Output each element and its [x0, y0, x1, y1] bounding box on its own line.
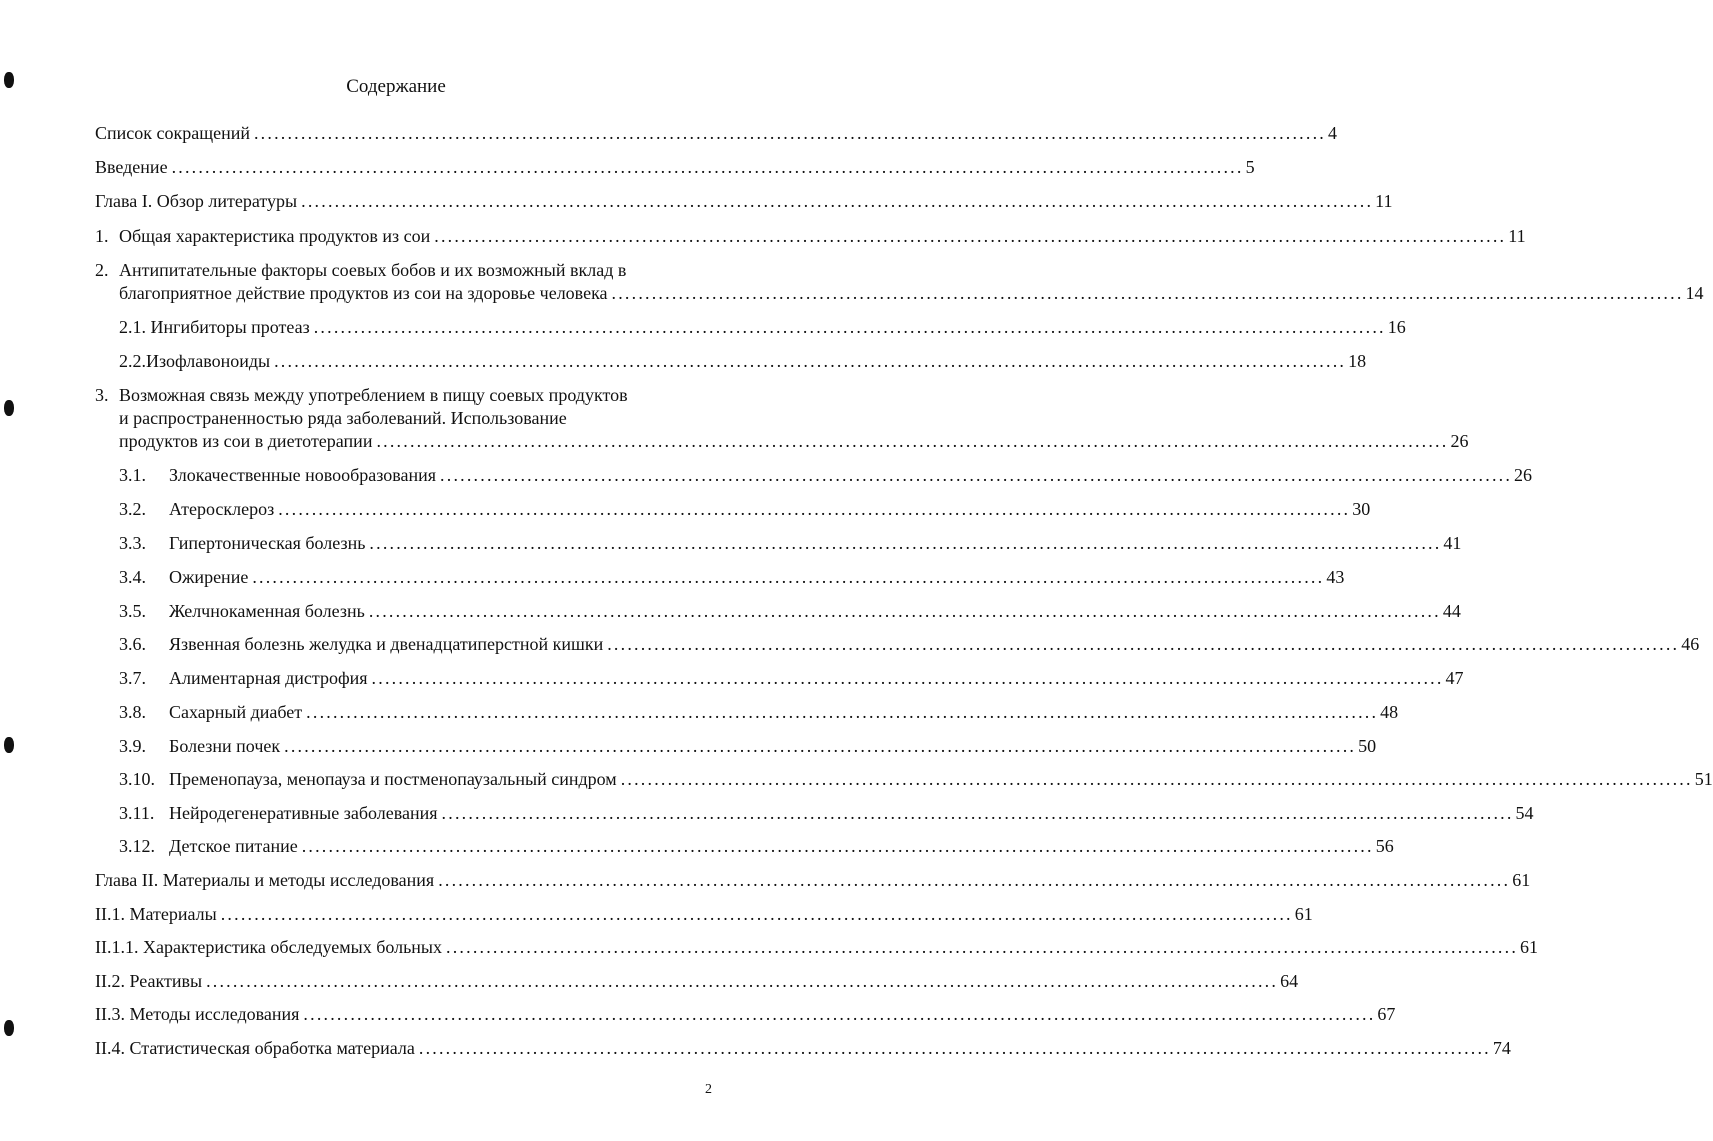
toc-leader-dots: ................................................................................................................................................................ [607, 634, 1680, 654]
toc-leader-dots: ................................................................................................................................................................ [438, 870, 1511, 890]
toc-entry-text: благоприятное действие продуктов из сои на здоровье человека [119, 283, 608, 303]
toc-entry-page: 26 [1514, 465, 1533, 485]
toc-entry-page: 30 [1352, 499, 1371, 519]
toc-leader-dots: ................................................................................................................................................................ [278, 499, 1351, 519]
toc-entry-page: 56 [1375, 836, 1394, 856]
toc-entry-page: 4 [1327, 123, 1337, 143]
toc-entry-text: Глава II. Материалы и методы исследования [95, 870, 435, 890]
toc-entry-number: 3.10. [119, 769, 155, 789]
toc-entry-page: 11 [1508, 226, 1526, 246]
toc-entry-page: 16 [1387, 317, 1406, 337]
toc-entry-text: II.4. Статистическая обработка материала [95, 1038, 415, 1058]
toc-entry [95, 969, 1299, 993]
toc-entry-number: 3.8. [119, 702, 146, 722]
toc-entry-number: 3.6. [119, 634, 146, 654]
toc-entry-page: 46 [1681, 634, 1700, 654]
toc-entry-text: II.1.1. Характеристика обследуемых больных [95, 937, 443, 957]
toc-entry-page: 18 [1348, 351, 1367, 371]
toc-entry [95, 121, 1337, 145]
toc-entry-page: 48 [1380, 702, 1399, 722]
toc-entry [119, 700, 1399, 724]
toc-entry [119, 565, 1345, 589]
toc-leader-dots: ................................................................................................................................................................ [206, 971, 1279, 991]
toc-entry [119, 315, 1406, 339]
toc-entry [119, 834, 1394, 858]
toc-entry [95, 189, 1393, 213]
toc-entry [95, 1002, 1396, 1026]
toc-entry [119, 767, 1713, 791]
page-number: 2 [705, 1082, 712, 1097]
toc-leader-dots: ................................................................................................................................................................ [446, 937, 1519, 957]
toc-entry-text: Желчнокаменная болезнь [169, 601, 365, 621]
toc-entry-text: Сахарный диабет [169, 702, 303, 722]
toc-entry-page: 41 [1443, 533, 1462, 553]
toc-entry [119, 599, 1461, 623]
toc-entry [119, 531, 1462, 555]
toc-entry-text: Список сокращений [95, 123, 250, 143]
toc-entry-page: 51 [1694, 769, 1713, 789]
toc-entry-page: 61 [1294, 904, 1313, 924]
toc-entry-text: Злокачественные новообразования [169, 465, 437, 485]
toc-entry-page: 47 [1445, 668, 1464, 688]
toc-entry [95, 902, 1313, 926]
toc-entry-number: 3.3. [119, 533, 146, 553]
toc-entry-text: Атеросклероз [169, 499, 275, 519]
toc-entry-number: 2. [95, 260, 109, 280]
toc-leader-dots: ................................................................................................................................................................ [253, 123, 1326, 143]
toc-entry [119, 281, 1704, 305]
toc-leader-dots: ................................................................................................................................................................ [306, 702, 1379, 722]
toc-leader-dots: ................................................................................................................................................................ [368, 601, 1441, 621]
toc-entry-text: Гипертоническая болезнь [169, 533, 366, 553]
toc-entry-page: 54 [1515, 803, 1534, 823]
toc-leader-dots: ................................................................................................................................................................ [284, 736, 1357, 756]
toc-leader-dots: ................................................................................................................................................................ [252, 567, 1325, 587]
toc-entry-text: Нейродегенеративные заболевания [169, 803, 438, 823]
toc-entry-number: 3.2. [119, 499, 146, 519]
toc-entry-text: 2.2.Изофлавоноиды [119, 351, 271, 371]
toc-entry-text-line: Антипитательные факторы соевых бобов и их возможный вклад в [119, 260, 627, 280]
toc-entry [119, 429, 1469, 453]
toc-entry-text-line: и распространенностью ряда заболеваний. Использование [119, 408, 567, 428]
toc-entry-page: 5 [1245, 157, 1255, 177]
toc-entry-number: 3.12. [119, 836, 155, 856]
toc-entry-number: 3.1. [119, 465, 146, 485]
toc-leader-dots: ................................................................................................................................................................ [441, 803, 1514, 823]
toc-entry [119, 801, 1534, 825]
punch-hole-2 [4, 400, 14, 416]
toc-entry-number: 3.7. [119, 668, 146, 688]
toc-entry [119, 666, 1464, 690]
toc-entry [119, 632, 1700, 656]
toc-entry-number: 3.11. [119, 803, 155, 823]
toc-leader-dots: ................................................................................................................................................................ [274, 351, 1347, 371]
toc-entry-page: 43 [1326, 567, 1345, 587]
toc-entry [95, 1036, 1511, 1060]
toc-entry-text: Глава I. Обзор литературы [95, 191, 298, 211]
toc-leader-dots: ................................................................................................................................................................ [301, 836, 1374, 856]
toc-entry [95, 224, 1526, 248]
toc-entry-page: 61 [1520, 937, 1539, 957]
punch-hole-4 [4, 1020, 14, 1036]
toc-leader-dots: ................................................................................................................................................................ [376, 431, 1449, 451]
toc-entry [119, 463, 1533, 487]
toc-leader-dots: ................................................................................................................................................................ [171, 157, 1244, 177]
toc-entry [95, 868, 1531, 892]
toc-entry-text: Детское питание [169, 836, 298, 856]
toc-leader-dots: ................................................................................................................................................................ [418, 1038, 1491, 1058]
toc-entry-page: 11 [1375, 191, 1393, 211]
toc-leader-dots: ................................................................................................................................................................ [620, 769, 1693, 789]
toc-entry-text: Общая характеристика продуктов из сои [119, 226, 431, 246]
toc-entry-text: II.3. Методы исследования [95, 1004, 300, 1024]
toc-entry-page: 64 [1280, 971, 1299, 991]
toc-entry [119, 734, 1377, 758]
toc-entry-number: 3.4. [119, 567, 146, 587]
toc-entry-text-line: Возможная связь между употреблением в пищу соевых продуктов [119, 385, 628, 405]
toc-entry [95, 155, 1255, 179]
toc-entry-text: II.1. Материалы [95, 904, 217, 924]
toc-entry-number: 3.5. [119, 601, 146, 621]
toc-entry-text: Пременопауза, менопауза и постменопаузальный синдром [169, 769, 617, 789]
toc-entry-text: продуктов из сои в диетотерапии [119, 431, 373, 451]
toc-entry-text: Введение [95, 157, 168, 177]
toc-entry-page: 44 [1442, 601, 1461, 621]
toc-entry [95, 935, 1539, 959]
toc-entry [119, 349, 1367, 373]
toc-entry-text: 2.1. Ингибиторы протеаз [119, 317, 310, 337]
toc-leader-dots: ................................................................................................................................................................ [369, 533, 1442, 553]
toc-entry-page: 67 [1377, 1004, 1396, 1024]
toc-entry-page: 26 [1450, 431, 1469, 451]
toc-entry-text: Язвенная болезнь желудка и двенадцатиперстной кишки [169, 634, 604, 654]
toc-entry-text: Алиментарная дистрофия [169, 668, 368, 688]
toc-entry-text: Болезни почек [169, 736, 281, 756]
toc-entry-text: Ожирение [169, 567, 249, 587]
page-title: Содержание [346, 76, 446, 97]
toc-leader-dots: ................................................................................................................................................................ [313, 317, 1386, 337]
toc-leader-dots: ................................................................................................................................................................ [303, 1004, 1376, 1024]
toc-entry-number: 1. [95, 226, 109, 246]
toc-entry-number: 3. [95, 385, 109, 405]
toc-leader-dots: ................................................................................................................................................................ [440, 465, 1513, 485]
toc-leader-dots: ................................................................................................................................................................ [301, 191, 1374, 211]
toc-entry-page: 50 [1358, 736, 1377, 756]
punch-hole-3 [4, 737, 14, 753]
toc-leader-dots: ................................................................................................................................................................ [434, 226, 1507, 246]
toc-entry-page: 14 [1685, 283, 1704, 303]
toc-leader-dots: ................................................................................................................................................................ [371, 668, 1444, 688]
toc-entry-page: 74 [1492, 1038, 1511, 1058]
toc-entry [119, 497, 1371, 521]
toc-entry-text: II.2. Реактивы [95, 971, 203, 991]
toc-leader-dots: ................................................................................................................................................................ [220, 904, 1293, 924]
toc-entry-page: 61 [1512, 870, 1531, 890]
toc-leader-dots: ................................................................................................................................................................ [611, 283, 1684, 303]
toc-entry-number: 3.9. [119, 736, 146, 756]
